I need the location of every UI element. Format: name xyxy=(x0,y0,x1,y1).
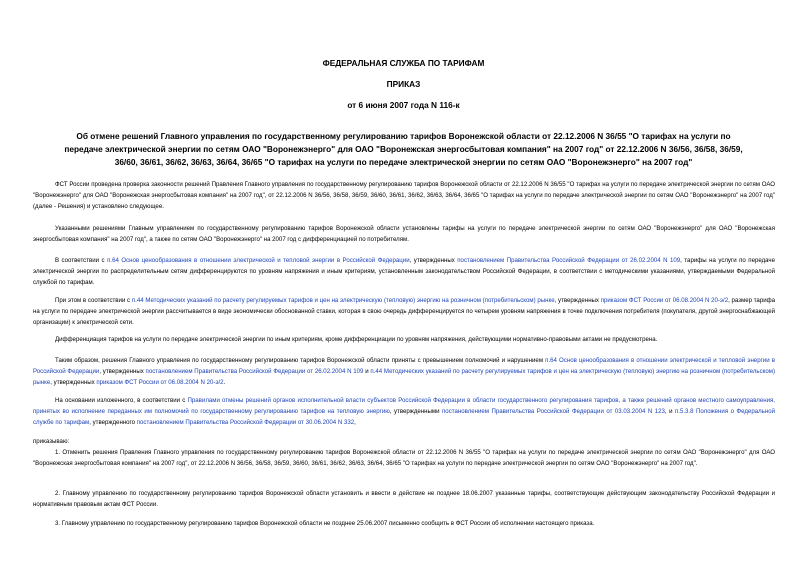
paragraph-4: При этом в соответствии с п.44 Методических указаний по расчету регулируемых тарифов и цен на электрическую (тепловую) энергию на розничном (потребительском) рынке, утвержденных приказом ФСТ России от 06.08.2004 N 20-э/2, размер тарифа на услуги по передаче электрической энергии рассчитывается в виде экономически обоснованной ставки, которая в свою очередь дифференцируется по четырем уровням напряжения в точке подключения потребителя (покупателя, другой энергоснабжающей организации) к электрической сети. xyxy=(33,297,776,326)
paragraph-3: В соответствии с п.64 Основ ценообразования в отношении электрической и тепловой энергии в Российской Федерации, утвержденных постановлением Правительства Российской Федерации от 26.02.2004 N 109, тарифы на услуги по передаче электрической энергии по распределительным сетям дифференцируются по уровням напряжения и иным критериям, установленным законодательством Российской Федерации, в соответствии с методическими указаниями, утверждаемыми Федеральной службой по тарифам. xyxy=(33,257,775,286)
link-metod-ukazaniya-p44-2[interactable]: п.44 Методических указаний по расчету регулируемых тарифов и цен на электрическую (тепловую) энергию на розничном (потребительском) рынке xyxy=(33,367,775,386)
link-metod-ukazaniya-p44[interactable]: п.44 Методических указаний по расчету регулируемых тарифов и цен на электрическую (тепловую) энергию на розничном (потребительском) рынке xyxy=(131,297,555,304)
document-title: Об отмене решений Главного управления по государственному регулированию тарифов Воронежской области от 22.12.2006 N 36/55 "О тарифах на услуги по передаче электрической энергии по сетям ОАО "Воронежэнерго" для ОАО "Воронежская энергосбытовая компания" на 2007 год" от 22.12.2006 N 36/56, 36/58, 36/59, 36/60, 36/61, 36/62, 36/63, 36/64, 36/65 "О тарифах на услуги по передаче электрической энергии по сетям ОАО "Воронежэнерго" на 2007 год" xyxy=(64,131,743,167)
paragraph-7: На основании изложенного, в соответствии с Правилами отмены решений органов исполнительной власти субъектов Российской Федерации в области государственного регулирования тарифов, а также решений органов местного самоуправления, принятых во исполнение переданных им полномочий по государственному регулированию тарифов на тепловую энергию, утвержденными постановлением Правительства Российской Федерации от 03.03.2004 N 123, и п.5.3.8 Положения о Федеральной службе по тарифам, утвержденного постановлением Правительства Российской Федерации от 30.06.2004 N 332, xyxy=(33,397,775,426)
link-postanovlenie-332[interactable]: постановлением Правительства Российской Федерации от 30.06.2004 N 332 xyxy=(136,418,355,426)
order-item-1: 1. Отменить решения Правления Главного управления по государственному регулированию тарифов Воронежской области от 22.12.2006 N 36/55 "О тарифах на услуги по передаче электрической энергии по сетям ОАО "Воронежэнерго" для ОАО "Воронежская энергосбытовая компания" на 2007 год", от 22.12.2006 N 36/56, 36/58, 36/59, 36/60, 36/61, 36/62, 36/63, 36/64, 36/65 "О тарифах на услуги по передаче электрической энергии по сетям ОАО "Воронежэнерго" на 2007 год". xyxy=(33,449,775,467)
link-prikaz-20e2[interactable]: приказом ФСТ России от 06.08.2004 N 20-э/2 xyxy=(600,297,729,304)
paragraph-1: ФСТ России проведена проверка законности решений Правления Главного управления по государственному регулированию тарифов Воронежской области от 22.12.2006 N 36/55 "О тарифах на услуги по передаче электрической энергии по сетям ОАО "Воронежэнерго" для ОАО "Воронежская энергосбытовая компания" на 2007 год", от 22.12.2006 N 36/56, 36/58, 36/59, 36/60, 36/61, 36/62, 36/63, 36/64, 36/65 "О тарифах на услуги по передаче электрической энергии по сетям ОАО "Воронежэнерго" на 2007 год" (далее - Решения) и установлено следующее. xyxy=(33,181,775,210)
link-polozhenie-fst[interactable]: п.5.3.8 Положения о Федеральной службе по тарифам xyxy=(33,407,775,426)
agency-name: ФЕДЕРАЛЬНАЯ СЛУЖБА ПО ТАРИФАМ xyxy=(322,58,485,68)
order-item-3: 3. Главному управлению по государственному регулированию тарифов Воронежской области не позднее 25.06.2007 письменно сообщить в ФСТ России об исполнении настоящего приказа. xyxy=(55,520,595,527)
link-pravila-otmeny[interactable]: Правилами отмены решений органов исполнительной власти субъектов Российской Федерации в области государственного регулирования тарифов, а также решений органов местного самоуправления, принятых во исполнение переданных им полномочий по государственному регулированию тарифов на тепловую энергию xyxy=(33,397,775,415)
link-osnovy-p64-2[interactable]: п.64 Основ ценообразования в отношении электрической и тепловой энергии в Российской Федерации xyxy=(33,357,775,375)
paragraph-2: Указанными решениями Главным управлением по государственному регулированию тарифов Воронежской области установлены тарифы на услуги по передаче электрической энергии по сетям ОАО "Воронежэнерго" для ОАО "Воронежская энергосбытовая компания" на 2007 год", а также по сетям ОАО "Воронежэнерго" на 2007 год с дифференциацией по потребителям. xyxy=(33,225,775,243)
link-postanovlenie-109[interactable]: постановлением Правительства Российской Федерации от 26.02.2004 N 109 xyxy=(457,257,681,264)
link-postanovlenie-109-2[interactable]: постановлением Правительства Российской Федерации от 26.02.2004 N 109 xyxy=(145,367,364,375)
doc-type: ПРИКАЗ xyxy=(386,79,421,89)
order-item-2: 2. Главному управлению по государственному регулированию тарифов Воронежской области установить и ввести в действие не позднее 18.06.2007 указанные тарифы, соответствующие действующим законодательству Российской Федерации и нормативным правовым актам ФСТ России. xyxy=(33,490,775,508)
paragraph-6: Таким образом, решения Главного управления по государственному регулированию тарифов Воронежской области приняты с превышением полномочий и нарушением п.64 Основ ценообразования в отношении электрической и тепловой энергии в Российской Федерации, утвержденных постановлением Правительства Российской Федерации от 26.02.2004 N 109 и п.44 Методических указаний по расчету регулируемых тарифов и цен на электрическую (тепловую) энергию на розничном (потребительском) рынке, утвержденных приказом ФСТ России от 06.08.2004 N 20-э/2. xyxy=(33,357,775,386)
link-postanovlenie-123[interactable]: постановлением Правительства Российской Федерации от 03.03.2004 N 123 xyxy=(442,407,665,415)
link-osnovy-p64[interactable]: п.64 Основ ценообразования в отношении электрической и тепловой энергии в Российской Федерации xyxy=(107,257,410,264)
link-prikaz-20e2-2[interactable]: приказом ФСТ России от 06.08.2004 N 20-э/2 xyxy=(96,378,224,386)
paragraph-5: Дифференциация тарифов на услуги по передаче электрической энергии по иным критериям, кроме дифференциации по уровням напряжения, действующими нормативно-правовыми актами не предусмотрена. xyxy=(55,336,658,343)
order-word: приказываю: xyxy=(33,438,70,445)
doc-date-number: от 6 июня 2007 года N 116-к xyxy=(347,100,460,110)
